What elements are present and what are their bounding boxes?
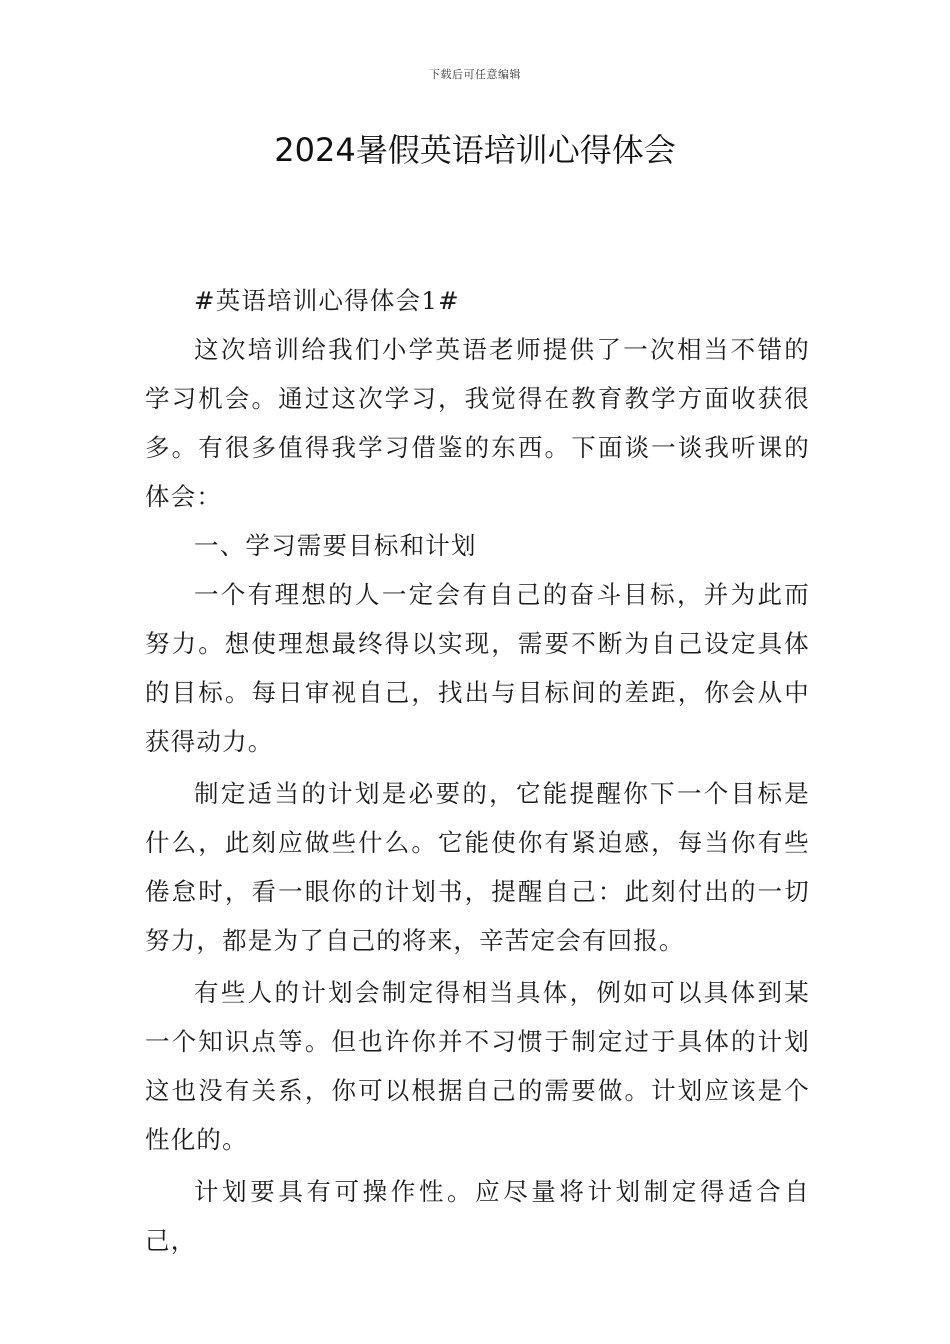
section-heading: 一、学习需要目标和计划 bbox=[194, 531, 477, 560]
paragraph: 这次培训给我们小学英语老师提供了一次相当不错的学习机会。通过这次学习，我觉得在教育教学方面收获很多。有很多值得我学习借鉴的东西。下面谈一谈我听课的体会： bbox=[145, 335, 810, 511]
paragraph: 有些人的计划会制定得相当具体，例如可以具体到某一个知识点等。但也许你并不习惯于制定过于具体的计划这也没有关系，你可以根据自己的需要做。计划应该是个性化的。 bbox=[145, 978, 810, 1154]
document-body bbox=[145, 276, 810, 1265]
paragraph: 计划要具有可操作性。应尽量将计划制定得适合自己， bbox=[145, 1177, 810, 1255]
section-marker: #英语培训心得体会1# bbox=[194, 286, 460, 315]
header-note: 下载后可任意编辑 bbox=[429, 68, 521, 81]
paragraph: 制定适当的计划是必要的，它能提醒你下一个目标是什么，此刻应做些什么。它能使你有紧迫感，每当你有些倦怠时，看一眼你的计划书，提醒自己：此刻付出的一切努力，都是为了自己的将来，辛苦定会有回报。 bbox=[145, 779, 810, 955]
paragraph: 一个有理想的人一定会有自己的奋斗目标，并为此而努力。想使理想最终得以实现，需要不断为自己设定具体的目标。每日审视自己，找出与目标间的差距，你会从中获得动力。 bbox=[145, 580, 810, 756]
document-title: 2024暑假英语培训心得体会 bbox=[274, 131, 676, 169]
